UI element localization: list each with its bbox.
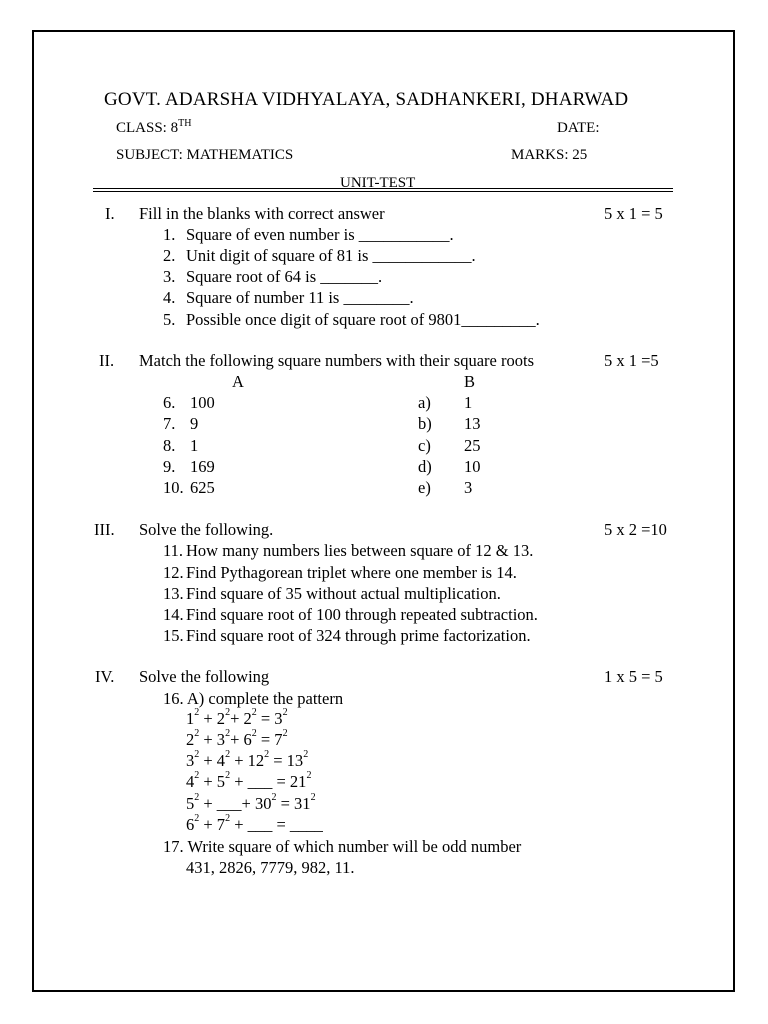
match-b-value: 13 [464, 414, 481, 433]
pattern-line: $4^2 + 5^2$ + ___ = $21^2$ [186, 770, 312, 791]
match-number: 10. [163, 478, 184, 497]
match-b-value: 25 [464, 436, 481, 455]
marks-label: MARKS: 25 [511, 147, 588, 163]
match-a-value: 9 [190, 414, 199, 433]
question-number: 13. [163, 584, 184, 603]
match-letter: c) [418, 436, 431, 455]
match-a-value: 1 [190, 436, 199, 455]
pattern-line: $6^2 + 7^2$ + ___ = ____ [186, 813, 323, 834]
pattern-line: $2^2 + 3^2+ 6^2 = 7^2$ [186, 728, 288, 749]
question-number: 2. [163, 246, 176, 265]
question-text: Square of number 11 is ________. [186, 288, 414, 307]
match-a-value: 100 [190, 393, 215, 412]
question-text: Find square root of 324 through prime factorization. [186, 626, 531, 645]
divider-line-bottom [93, 191, 673, 192]
column-b-header: B [464, 372, 476, 391]
match-a-value: 169 [190, 457, 215, 476]
question-number: 12. [163, 563, 184, 582]
question-text: Square root of 64 is _______. [186, 267, 383, 286]
question-text: Unit digit of square of 81 is ____________. [186, 246, 476, 265]
section1-heading: Fill in the blanks with correct answer [139, 204, 385, 223]
question-number: 5. [163, 310, 176, 329]
section3-number: III. [94, 520, 115, 539]
pattern-line: $3^2 + 4^2 + 12^2 = 13^2$ [186, 749, 309, 770]
class-superscript: TH [178, 118, 192, 129]
match-letter: b) [418, 414, 432, 433]
match-letter: a) [418, 393, 431, 412]
section3-heading: Solve the following. [139, 520, 274, 539]
section4-number: IV. [95, 667, 115, 686]
section3-marks: 5 x 2 =10 [604, 520, 667, 539]
question-number: 1. [163, 225, 176, 244]
question-text: How many numbers lies between square of 12 & 13. [186, 541, 534, 560]
pattern-line: $5^2$ + ___+ $30^2 = 31^2$ [186, 792, 316, 813]
question-17-values: 431, 2826, 7779, 982, 11. [186, 858, 355, 877]
match-number: 6. [163, 393, 176, 412]
match-b-value: 1 [464, 393, 473, 412]
section2-marks: 5 x 1 =5 [604, 351, 659, 370]
match-letter: e) [418, 478, 431, 497]
match-b-value: 3 [464, 478, 473, 497]
match-number: 7. [163, 414, 176, 433]
question-number: 4. [163, 288, 176, 307]
question-text: Find Pythagorean triplet where one member is 14. [186, 563, 517, 582]
test-title: UNIT-TEST [340, 175, 416, 191]
section4-marks: 1 x 5 = 5 [604, 667, 663, 686]
question-text: Square of even number is ___________. [186, 225, 454, 244]
section2-number: II. [99, 351, 115, 370]
question-number: 3. [163, 267, 176, 286]
section2-heading: Match the following square numbers with their square roots [139, 351, 534, 370]
question-17: 17. Write square of which number will be odd number [163, 837, 522, 856]
section1-number: I. [105, 204, 115, 223]
match-number: 9. [163, 457, 176, 476]
question-text: Find square of 35 without actual multiplication. [186, 584, 501, 603]
question-text: Possible once digit of square root of 9801_________. [186, 310, 540, 329]
section4-heading: Solve the following [139, 667, 270, 686]
match-letter: d) [418, 457, 432, 476]
section1-marks: 5 x 1 = 5 [604, 204, 663, 223]
class-label: CLASS: 8TH [116, 118, 192, 136]
match-a-value: 625 [190, 478, 215, 497]
question-number: 11. [163, 541, 184, 560]
date-label: DATE: [557, 120, 600, 136]
question-number: 15. [163, 626, 184, 645]
question-16: 16. A) complete the pattern [163, 689, 344, 708]
question-text: Find square root of 100 through repeated subtraction. [186, 605, 538, 624]
match-b-value: 10 [464, 457, 481, 476]
pattern-line: $1^2 + 2^2+ 2^2 = 3^2$ [186, 707, 288, 728]
divider-line-top [93, 188, 673, 189]
column-a-header: A [232, 372, 244, 391]
subject-label: SUBJECT: MATHEMATICS [116, 147, 294, 163]
match-number: 8. [163, 436, 176, 455]
question-number: 14. [163, 605, 184, 624]
school-title: GOVT. ADARSHA VIDHYALAYA, SADHANKERI, DHARWAD [104, 89, 629, 110]
